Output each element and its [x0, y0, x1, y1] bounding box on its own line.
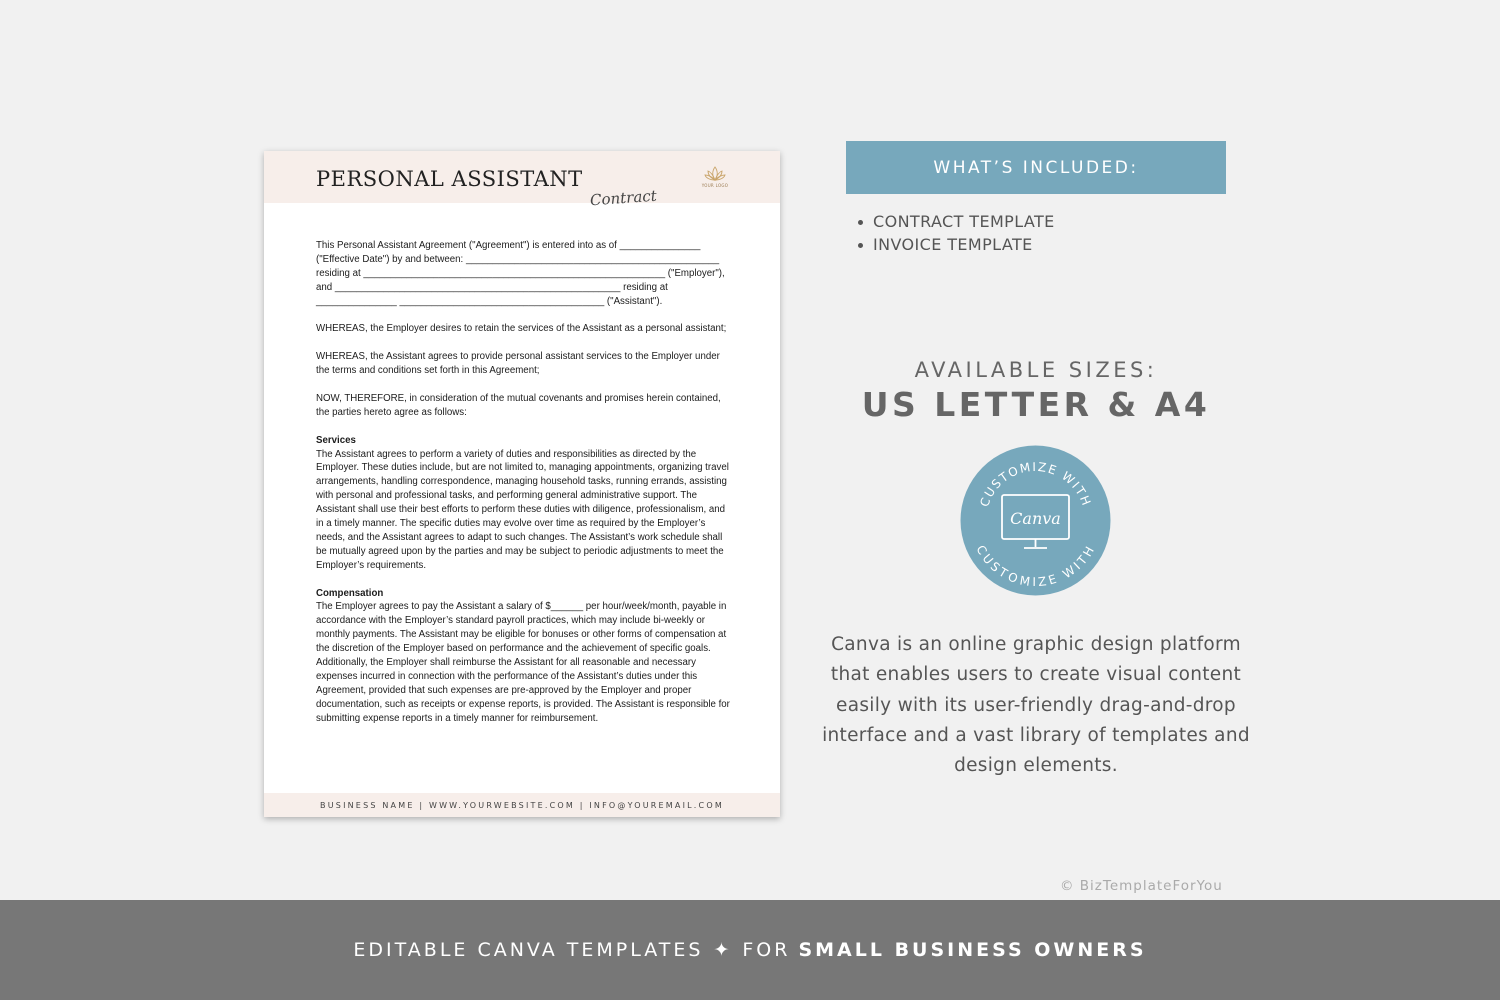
logo [700, 165, 730, 193]
star-icon: ✦ [713, 939, 733, 961]
contract-document-preview [264, 151, 780, 817]
document-body [316, 239, 730, 740]
document-subtitle: Contract [589, 186, 658, 210]
services-heading: Services [316, 434, 356, 446]
intro-paragraph: This Personal Assistant Agreement ("Agreement") is entered into as of _______________ ("Effective Date") by and between: _______________________________________________ residing at ________________________________________________________ ("Employer"), and _____________________________________________________ residing at _______________ ______________________________________ ("Assistant"). [316, 240, 725, 307]
list-item: CONTRACT TEMPLATE [856, 211, 1055, 234]
copyright-text: © BizTemplateForYou [1060, 878, 1223, 894]
logo-text: YOUR LOGO [701, 183, 729, 188]
badge-ring-text-top: CUSTOMIZE WITH [977, 459, 1094, 509]
services-paragraph: The Assistant agrees to perform a variety of duties and responsibilities as directed by the Employer. These duties include, but are not limited to, managing appointments, organizing travel arrangements, handling correspondence, managing household tasks, running errands, assisting with personal and professional tasks, and performing general administrative support. The Assistant shall use their best efforts to perform these duties with diligence, professionalism, and in a timely manner. The specific duties may evolve over time as required by the Employer’s needs, and the Assistant agrees to adapt to such changes. The Assistant’s work schedule shall be mutually agreed upon by the parties and may be subject to periodic adjustments to meet the Employer’s requirements. [316, 448, 729, 571]
whats-included-heading: WHAT’S INCLUDED: [846, 141, 1226, 194]
badge-center-text: Canva [1010, 509, 1061, 528]
compensation-heading: Compensation [316, 587, 384, 599]
bottom-banner [0, 900, 1500, 1000]
document-footer: BUSINESS NAME | WWW.YOURWEBSITE.COM | INFO@YOUREMAIL.COM [264, 793, 780, 817]
banner-text-left: EDITABLE CANVA TEMPLATES [353, 939, 704, 961]
available-sizes-value: US LETTER & A4 [861, 385, 1211, 424]
banner-text-bold: SMALL BUSINESS OWNERS [798, 939, 1147, 961]
compensation-paragraph: The Employer agrees to pay the Assistant a salary of $______ per hour/week/month, payable in accordance with the Employer’s standard payroll practices, which may include bi-weekly or monthly payments. The Assistant may be eligible for bonuses or other forms of compensation at the discretion of the Employer based on performance and the achievement of specific goals. Additionally, the Employer shall reimburse the Assistant for all reasonable and necessary expenses incurred in connection with the performance of the Assistant’s duties under this Agreement, provided that such expenses are pre-approved by the Employer and proper documentation, such as receipts or expense reports, is provided. The Assistant is responsible for submitting expense reports in a timely manner for reimbursement. [316, 601, 730, 724]
lotus-icon [704, 165, 726, 183]
now-therefore-paragraph: NOW, THEREFORE, in consideration of the mutual covenants and promises herein contained, the parties hereto agree as follows: [316, 392, 721, 418]
document-header [264, 151, 780, 210]
included-list [856, 211, 1055, 256]
banner-text-middle: FOR [742, 939, 791, 961]
canva-description: Canva is an online graphic design platform that enables users to create visual content easily with its user-friendly drag-and-drop interface and a vast library of templates and design elements. [822, 634, 1250, 777]
list-item: INVOICE TEMPLATE [856, 234, 1055, 257]
badge-ring-text-bottom: CUSTOMIZE WITH [973, 542, 1098, 589]
available-sizes-label: AVAILABLE SIZES: [914, 358, 1158, 382]
whereas-paragraph-2: WHEREAS, the Assistant agrees to provide personal assistant services to the Employer under the terms and conditions set forth in this Agreement; [316, 351, 720, 377]
whereas-paragraph-1: WHEREAS, the Employer desires to retain the services of the Assistant as a personal assistant; [316, 323, 727, 335]
customize-with-canva-badge [960, 445, 1111, 596]
document-title: PERSONAL ASSISTANT [316, 167, 583, 191]
